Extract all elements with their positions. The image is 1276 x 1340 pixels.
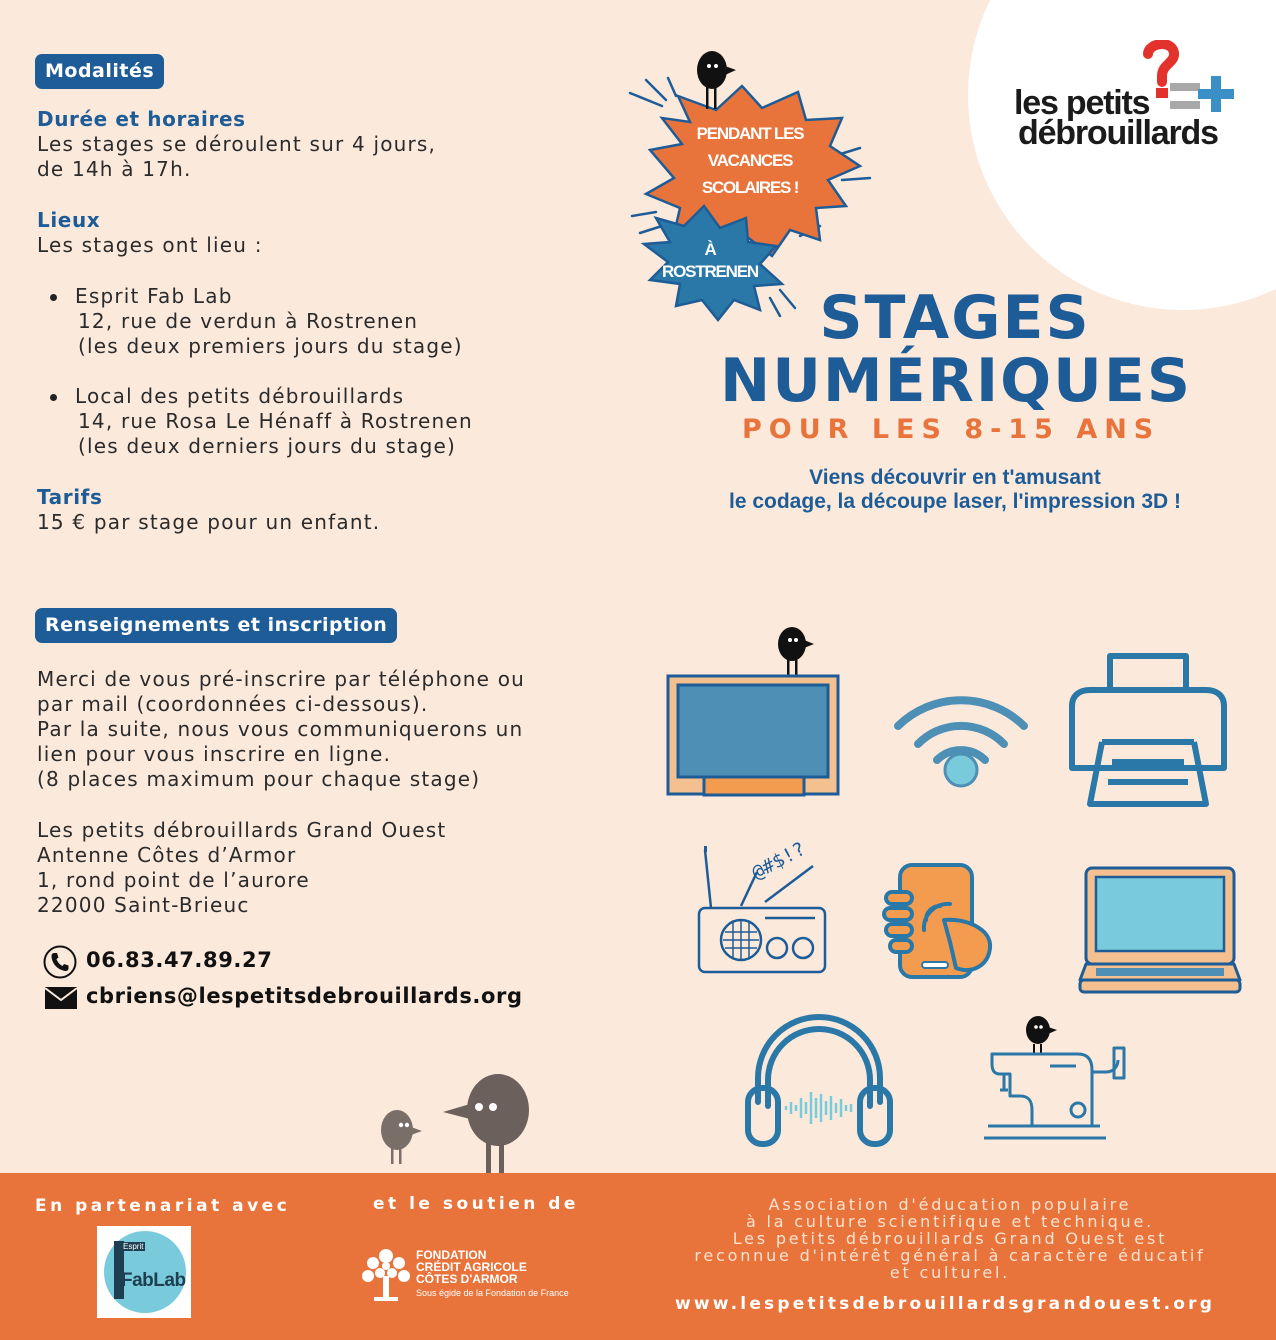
bullet-dot: [50, 294, 57, 301]
duree-heading: Durée et horaires: [37, 107, 246, 131]
fondation-line-2: CRÉDIT AGRICOLE: [416, 1260, 527, 1274]
address-line-3: 1, rond point de l’aurore: [37, 868, 310, 892]
lieu-2-note: (les deux derniers jours du stage): [78, 434, 457, 458]
mail-icon: [44, 986, 78, 1010]
bird-mascots-grey: [370, 1072, 540, 1174]
fondation-line-3: CÔTES D'ARMOR: [416, 1272, 518, 1286]
tarifs-line: 15 € par stage pour un enfant.: [37, 510, 381, 534]
fablab-big-text: FabLab: [121, 1270, 186, 1291]
burst-orange-line-1: PENDANT LES: [696, 124, 804, 143]
footer-desc-line-2: à la culture scientifique et technique.: [745, 1212, 1155, 1231]
subtitle: POUR LES 8-15 ANS: [742, 414, 1161, 445]
fondation-line-1: FONDATION: [416, 1248, 487, 1262]
lieu-1-address: 12, rue de verdun à Rostrenen: [78, 309, 419, 333]
footer-desc-line-3: Les petits débrouillards Grand Ouest est: [732, 1229, 1168, 1248]
fablab-small-text: Esprit: [123, 1242, 144, 1251]
phone-icon: [43, 945, 77, 979]
lieu-2-address: 14, rue Rosa Le Hénaff à Rostrenen: [78, 409, 473, 433]
burst-orange-line-2: VACANCES: [707, 151, 793, 170]
address-line-1: Les petits débrouillards Grand Ouest: [37, 818, 447, 842]
tagline-line-1: Viens découvrir en t'amusant: [809, 466, 1101, 489]
footer-desc-line-1: Association d'éducation populaire: [768, 1195, 1132, 1214]
question-mark-icon: [1140, 40, 1240, 116]
bullet-dot: [50, 394, 57, 401]
tagline-line-2: le codage, la découpe laser, l'impression 3D !: [729, 490, 1181, 513]
footer-desc-line-4: reconnue d'intérêt général à caractère éducatif: [694, 1246, 1206, 1265]
support-heading: et le soutien de: [373, 1194, 579, 1214]
title-line-2: NUMÉRIQUES: [720, 346, 1193, 416]
partner-heading: En partenariat avec: [35, 1196, 291, 1216]
sewing-machine-icon: [980, 1014, 1150, 1146]
logo-line-1: les petits: [1014, 84, 1150, 122]
lieu-2-name: Local des petits débrouillards: [75, 384, 405, 408]
burst-blue-line-2: ROSTRENEN: [662, 262, 758, 281]
footer-desc-line-5: et culturel.: [889, 1263, 1011, 1282]
headphones-icon: [744, 1006, 894, 1148]
info-line-3: Par la suite, nous vous communiquerons un: [37, 717, 524, 741]
address-line-4: 22000 Saint-Brieuc: [37, 893, 250, 917]
duree-line-2: de 14h à 17h.: [37, 157, 192, 181]
lieux-intro: Les stages ont lieu :: [37, 233, 263, 257]
address-line-2: Antenne Côtes d’Armor: [37, 843, 297, 867]
burst-blue-line-1: À: [704, 240, 716, 259]
fablab-logo: [97, 1226, 191, 1318]
renseignements-badge: Renseignements et inscription: [35, 608, 397, 643]
info-line-5: (8 places maximum pour chaque stage): [37, 767, 481, 791]
tree-icon: [360, 1246, 412, 1304]
info-line-4: lien pour vous inscrire en ligne.: [37, 742, 392, 766]
burst-orange-line-3: SCOLAIRES !: [701, 178, 799, 197]
tarifs-heading: Tarifs: [37, 485, 103, 509]
laptop-icon: [1076, 864, 1242, 996]
info-line-1: Merci de vous pré-inscrire par téléphone ou: [37, 667, 526, 691]
email-address[interactable]: cbriens@lespetitsdebrouillards.org: [86, 984, 523, 1008]
modalites-badge: Modalités: [35, 54, 164, 89]
phone-number[interactable]: 06.83.47.89.27: [86, 948, 273, 972]
printer-icon: [1068, 650, 1228, 808]
lieu-1-note: (les deux premiers jours du stage): [78, 334, 463, 358]
monitor-icon: [664, 622, 844, 800]
wifi-icon: [890, 684, 1032, 792]
logo-line-2: débrouillards: [1018, 114, 1218, 152]
lieux-heading: Lieux: [37, 208, 101, 232]
fondation-small: Sous égide de la Fondation de France: [416, 1288, 569, 1298]
duree-line-1: Les stages se déroulent sur 4 jours,: [37, 132, 437, 156]
radio-doodle-text: @#$!?: [748, 837, 810, 885]
lieu-1-name: Esprit Fab Lab: [75, 284, 233, 308]
smartphone-icon: [880, 862, 996, 980]
title-line-1: STAGES: [819, 283, 1091, 353]
footer-url[interactable]: www.lespetitsdebrouillardsgrandouest.org: [675, 1294, 1216, 1314]
info-line-2: par mail (coordonnées ci-dessous).: [37, 692, 429, 716]
